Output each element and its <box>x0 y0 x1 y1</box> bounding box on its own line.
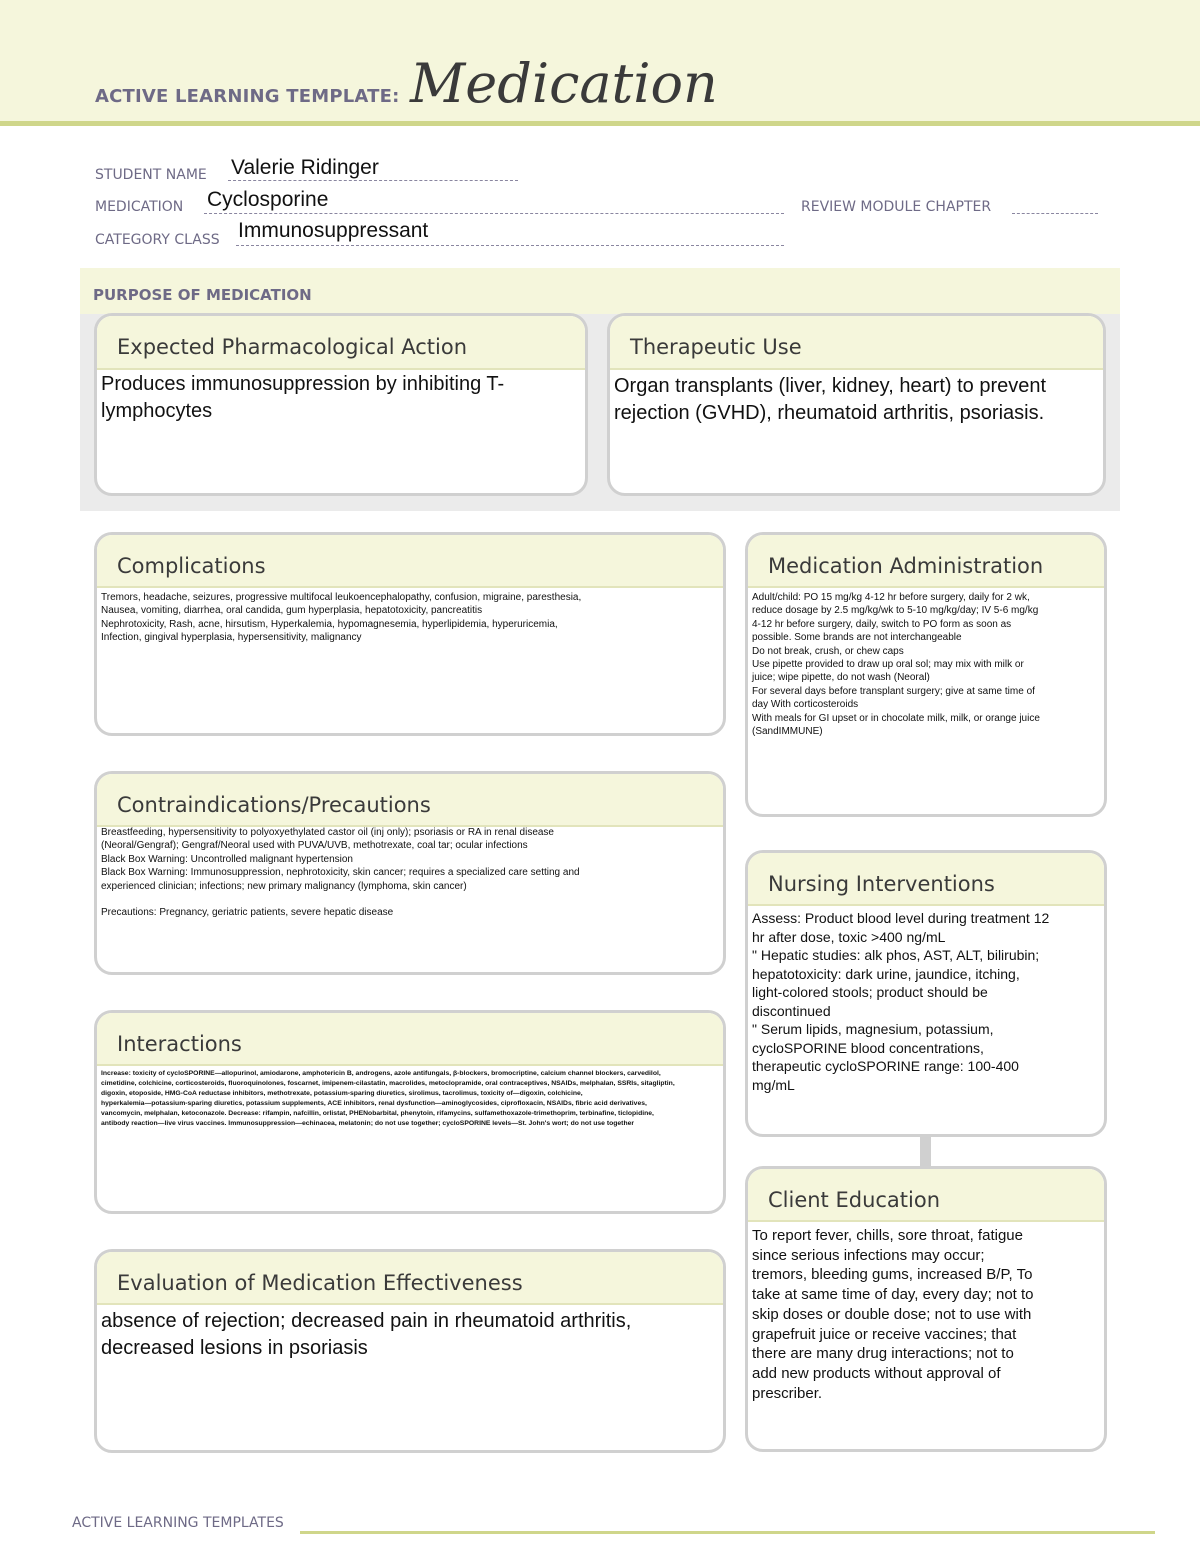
medication-line <box>204 213 784 214</box>
nursing-line: Assess: Product blood level during treatment 12 <box>752 910 1050 926</box>
review-module-line <box>1012 213 1098 214</box>
client-education-text[interactable] <box>752 1226 1100 1403</box>
administration-line: Adult/child: PO 15 mg/kg 4-12 hr before surgery, daily for 2 wk, <box>752 592 1030 603</box>
category-class-line <box>236 245 784 246</box>
nursing-line: hr after dose, toxic >400 ng/mL <box>752 928 946 945</box>
complications-line: Nausea, vomiting, diarrhea, oral candida, gum hyperplasia, hepatotoxicity, pancreatitis <box>101 605 483 617</box>
contraindications-line: (Neoral/Gengraf); Gengraf/Neoral used with PUVA/UVB, methotrexate, coal tar; ocular infections <box>101 840 528 852</box>
expected-action-text[interactable]: Produces immunosuppression by inhibiting T-lymphocytes <box>101 373 505 422</box>
nursing-line: mg/mL <box>752 1076 795 1093</box>
therapeutic-use-title: Therapeutic Use <box>630 335 802 359</box>
category-class-field[interactable]: Immunosuppressant <box>238 219 429 242</box>
interactions-line: digoxin, etoposide, HMG-CoA reductase inhibitors, methotrexate, potassium-sparing diuretics, sirolimus, tacrolimus, toxicity of—digoxin, colchicine, <box>101 1090 583 1097</box>
client-education-line: tremors, bleeding gums, increased B/P, To <box>752 1266 1033 1284</box>
contraindications-line: Black Box Warning: Uncontrolled malignant hypertension <box>101 853 353 865</box>
interactions-line: vancomycin, melphalan, ketoconazole. Decrease: rifampin, nafcillin, orlistat, PHENobarbital, phenytoin, rifamycins, sulfamethoxazole-trimethoprim, terbinafine, ticlopidine, <box>101 1110 654 1117</box>
administration-line: possible. Some brands are not interchangeable <box>752 632 962 644</box>
nursing-box <box>745 850 1107 1137</box>
interactions-text[interactable] <box>101 1069 719 1129</box>
student-name-label: STUDENT NAME <box>95 167 207 183</box>
medication-label: MEDICATION <box>95 199 184 215</box>
category-class-label: CATEGORY CLASS <box>95 232 220 248</box>
interactions-line: cimetidine, colchicine, corticosteroids, fluoroquinolones, foscarnet, imipenem-cilastatin, macrolides, metoclopramide, oral contraceptives, NSAIDs, melphalan, SSRIs, sitagliptin, <box>101 1080 675 1087</box>
nursing-line: light-colored stools; product should be <box>752 984 988 1000</box>
template-title: Medication <box>410 52 718 115</box>
administration-line: day With corticosteroids <box>752 699 859 711</box>
client-education-header <box>748 1169 1104 1222</box>
nursing-line: " Hepatic studies: alk phos, AST, ALT, bilirubin; <box>752 947 1040 963</box>
administration-line: For several days before transplant surgery; give at same time of <box>752 685 1035 697</box>
interactions-line: Increase: toxicity of cycloSPORINE—allopurinol, amiodarone, amphotericin B, androgens, azole antifungals, β-blockers, bromocriptine, calcium channel blockers, carvedilol, <box>101 1070 661 1077</box>
evaluation-title: Evaluation of Medication Effectiveness <box>117 1271 523 1295</box>
contraindications-title: Contraindications/Precautions <box>117 793 431 817</box>
connector-bar <box>920 1134 931 1168</box>
client-education-line: since serious infections may occur; <box>752 1246 985 1264</box>
administration-line: juice; wipe pipette, do not wash (Neoral) <box>752 672 930 684</box>
contraindications-line: Breastfeeding, hypersensitivity to polyoxyethylated castor oil (inj only); psoriasis or RA in renal disease <box>101 827 554 838</box>
purpose-label: PURPOSE OF MEDICATION <box>93 286 312 304</box>
client-education-line: take at same time of day, every day; not to <box>752 1286 1034 1304</box>
complications-text[interactable] <box>101 591 719 645</box>
therapeutic-use-box <box>607 313 1106 496</box>
interactions-box <box>94 1010 726 1214</box>
review-module-label: REVIEW MODULE CHAPTER <box>801 199 992 215</box>
client-education-line: add new products without approval of <box>752 1364 1001 1382</box>
precautions-line: Precautions: Pregnancy, geriatric patients, severe hepatic disease <box>101 907 394 919</box>
client-education-line: there are many drug interactions; not to <box>752 1345 1014 1363</box>
client-education-line: skip doses or double dose; not to use with <box>752 1305 1032 1323</box>
interactions-header <box>97 1013 723 1066</box>
contraindications-line: experienced clinician; infections; new primary malignancy (lymphoma, skin cancer) <box>101 880 467 892</box>
complications-line: Tremors, headache, seizures, progressive multifocal leukoencephalopathy, confusion, migraine, paresthesia, <box>101 592 582 603</box>
complications-line: Nephrotoxicity, Rash, acne, hirsutism, Hyperkalemia, hypomagnesemia, hyperlipidemia, hyperuricemia, <box>101 618 558 630</box>
interactions-line: hyperkalemia—potassium-sparing diuretics, potassium supplements, ACE inhibitors, renal dysfunction—aminoglycosides, ciprofloxacin, NSAIDs, fibric acid derivatives, <box>101 1100 647 1107</box>
administration-line: With meals for GI upset or in chocolate milk, milk, or orange juice <box>752 712 1040 724</box>
student-name-line <box>228 180 518 181</box>
nursing-text[interactable] <box>752 909 1100 1094</box>
client-education-box <box>745 1166 1107 1452</box>
administration-title: Medication Administration <box>768 554 1044 578</box>
evaluation-text[interactable]: absence of rejection; decreased pain in rheumatoid arthritis, decreased lesions in psoriasis <box>101 1310 632 1359</box>
complications-box <box>94 532 726 736</box>
spacer <box>101 893 719 906</box>
footer-label: ACTIVE LEARNING TEMPLATES <box>72 1515 284 1531</box>
template-label: ACTIVE LEARNING TEMPLATE: <box>95 86 400 107</box>
administration-header <box>748 535 1104 588</box>
administration-line: (SandIMMUNE) <box>752 726 823 738</box>
client-education-line: grapefruit juice or receive vaccines; that <box>752 1325 1017 1343</box>
evaluation-header <box>97 1252 723 1305</box>
administration-line: Do not break, crush, or chew caps <box>752 645 904 657</box>
administration-text[interactable] <box>752 591 1100 738</box>
header-rule <box>0 121 1200 126</box>
medication-field[interactable]: Cyclosporine <box>207 188 329 211</box>
complications-line: Infection, gingival hyperplasia, hypersensitivity, malignancy <box>101 632 362 644</box>
nursing-line: hepatotoxicity: dark urine, jaundice, itching, <box>752 965 1020 982</box>
nursing-line: discontinued <box>752 1002 831 1019</box>
interactions-title: Interactions <box>117 1032 242 1056</box>
client-education-title: Client Education <box>768 1188 941 1212</box>
expected-action-box <box>94 313 588 496</box>
footer-rule <box>300 1531 1155 1534</box>
administration-box <box>745 532 1107 817</box>
interactions-line: antibody reaction—live virus vaccines. Immunosuppression—echinacea, melatonin; do not use together; cycloSPORINE levels—St. John's wort; do not use together <box>101 1120 635 1127</box>
student-name-field[interactable]: Valerie Ridinger <box>231 156 379 179</box>
nursing-line: therapeutic cycloSPORINE range: 100-400 <box>752 1058 1019 1074</box>
therapeutic-use-text[interactable]: Organ transplants (liver, kidney, heart) to prevent rejection (GVHD), rheumatoid arthritis, psoriasis. <box>614 375 1047 424</box>
administration-line: 4-12 hr before surgery, daily, switch to PO form as soon as <box>752 618 1012 630</box>
nursing-line: cycloSPORINE blood concentrations, <box>752 1039 984 1056</box>
contraindications-box <box>94 771 726 975</box>
therapeutic-use-header <box>610 316 1103 370</box>
expected-action-title: Expected Pharmacological Action <box>117 335 468 359</box>
client-education-line: prescriber. <box>752 1384 823 1402</box>
administration-line: reduce dosage by 2.5 mg/kg/wk to 5-10 mg/kg/day; IV 5-6 mg/kg <box>752 605 1039 617</box>
expected-action-header <box>97 316 585 370</box>
evaluation-box <box>94 1249 726 1453</box>
administration-line: Use pipette provided to draw up oral sol; may mix with milk or <box>752 659 1024 671</box>
complications-title: Complications <box>117 554 266 578</box>
contraindications-text[interactable] <box>101 826 719 919</box>
contraindications-header <box>97 774 723 827</box>
nursing-title: Nursing Interventions <box>768 872 995 896</box>
client-education-line: To report fever, chills, sore throat, fatigue <box>752 1227 1023 1244</box>
complications-header <box>97 535 723 588</box>
nursing-line: " Serum lipids, magnesium, potassium, <box>752 1021 994 1037</box>
contraindications-line: Black Box Warning: Immunosuppression, nephrotoxicity, skin cancer; requires a specialized care setting and <box>101 867 580 879</box>
nursing-header <box>748 853 1104 906</box>
